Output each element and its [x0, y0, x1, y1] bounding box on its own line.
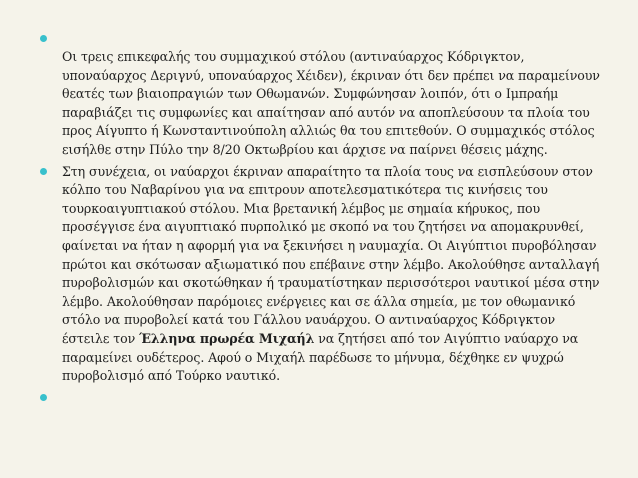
slide-content: [40, 30, 605, 407]
paragraph-1-text: Οι τρεις επικεφαλής του συμμαχικού στόλου (αντιναύαρχος Κόδριγκτον, υποναύαρχος Δεριγνύ, υποναύαρχος Χέιδεν), έκριναν ότι δεν πρέπει να παραμείνουν θεατές των βιαιοπραγιών των Οθωμανών. Συμφώνησαν λοιπόν, ότι ο Ιμπραήμ παραβιάζει τις συμφωνίες και απαίτησαν από αυτόν να αποπλεύσουν τα πλοία του προς Αίγυπτο ή Κωνσταντινούπολη αλλιώς θα του επιτεθούν. Ο συμμαχικός στόλος εισήλθε στην Πύλο την 8/20 Οκτωβρίου και άρχισε να παίρνει θέσεις μάχης.: [62, 49, 600, 157]
bullet-dot-icon: [40, 35, 47, 42]
bullet-dot-icon: [40, 168, 47, 175]
paragraph-2-text-after: να ζητήσει από τον Αιγύπτιο ναύαρχο να παραμείνει ουδέτερος. Αφού ο Μιχαήλ παρέδωσε το μήνυμα, δέχθηκε εν ψυχρώ πυροβολισμό από Τούρκο ναυτικό.: [62, 330, 579, 384]
paragraph-2-text: [62, 163, 605, 386]
bullet-item-empty: [40, 389, 605, 407]
paragraph-2-text-bold: Έλληνα πρωρέα Μιχαήλ: [139, 330, 315, 346]
bullet-dot-icon: [40, 394, 47, 401]
paragraph-2-text-before: Στη συνέχεια, οι ναύαρχοι έκριναν απαραίτητο τα πλοία τους να εισπλεύσουν στον κόλπο του Ναβαρίνου για να επιτρουν αποτελεσματικότερα τις κινήσεις του τουρκοαιγυπτιακού στόλου. Μια βρετανική λέμβος με σημαία κήρυκος, που προσέγγισε ένα αιγυπτιακό πυρπολικό με σκοπό να του ζητήσει να απομακρυνθεί, φαίνεται να ήταν η αφορμή για να ξεκινήσει η ναυμαχία. Οι Αιγύπτιοι πυροβόλησαν πρώτοι και σκότωσαν αξιωματικό που επέβαινε στην λέμβο. Ακολούθησε ανταλλαγή πυροβολισμών και σκοτώθηκαν ή τραυματίστηκαν περισσότεροι ναυτικοί μέσα στην λέμβο. Ακολούθησαν παρόμοιες ενέργειες και σε άλλα σημεία, με τον οθωμανικό στόλο να πυροβολεί κατά του Γάλλου ναυάρχου. Ο αντιναύαρχος Κόδριγκτον έστειλε τον: [62, 163, 600, 346]
bullet-item-1: [40, 30, 605, 160]
bullet-item-2: [40, 163, 605, 386]
